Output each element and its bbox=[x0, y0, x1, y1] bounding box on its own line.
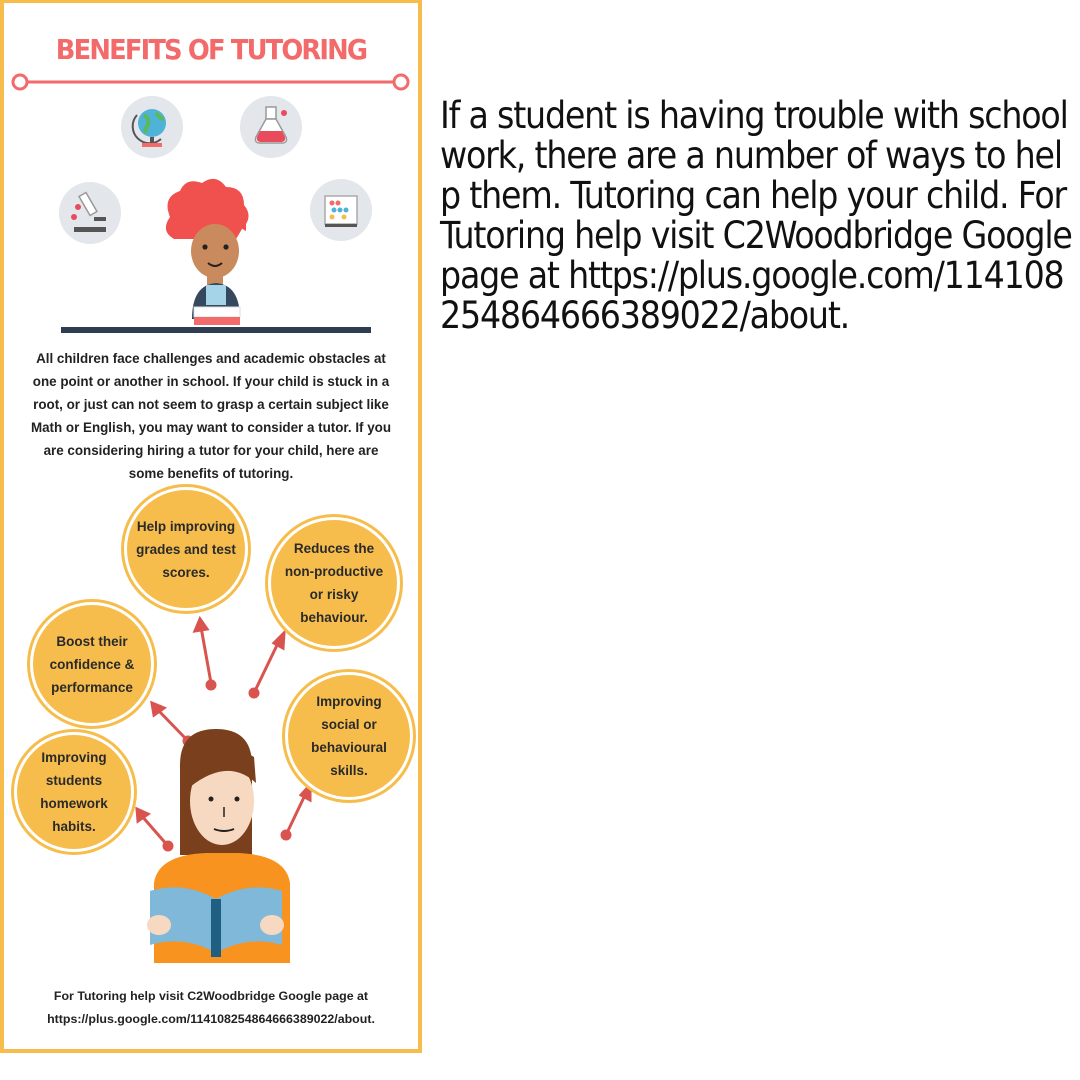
infographic-footer bbox=[8, 985, 414, 1031]
abacus-icon bbox=[310, 179, 372, 241]
benefit-bubble-confidence: Boost their confidence & performance bbox=[33, 605, 151, 723]
footer-line-1: For Tutoring help visit C2Woodbridge Google page at bbox=[53, 989, 369, 1003]
benefit-bubble-behaviour: Reduces the non-productive or risky behaviour. bbox=[271, 520, 397, 646]
flask-icon bbox=[240, 96, 302, 158]
infographic-title: BENEFITS OF TUTORING bbox=[55, 33, 367, 66]
title-divider bbox=[13, 75, 408, 89]
benefit-bubble-homework: Improving students homework habits. bbox=[17, 735, 131, 849]
footer-url: https://plus.google.com/114108254864666389022/about. bbox=[47, 1012, 375, 1026]
benefit-bubble-grades: Help improving grades and test scores. bbox=[127, 490, 245, 608]
microscope-icon bbox=[59, 182, 121, 244]
intro-paragraph: All children face challenges and academic obstacles at one point or another in school. If your child is stuck in a root, or just can not seem to grasp a certain subject like Math or English, you may want to consider a tutor. If you are considering hiring a tutor for your child, here are some benefits of tutoring. bbox=[30, 351, 392, 481]
benefit-bubble-social: Improving social or behavioural skills. bbox=[288, 675, 410, 797]
side-description: If a student is having trouble with school work, there are a number of ways to help them. Tutoring can help your child. For Tutoring help visit C2Woodbridge Google page at https://plus.google.com/114108254864666389022/about. bbox=[440, 94, 1072, 337]
globe-icon bbox=[121, 96, 183, 158]
benefits-infographic bbox=[0, 0, 422, 1053]
